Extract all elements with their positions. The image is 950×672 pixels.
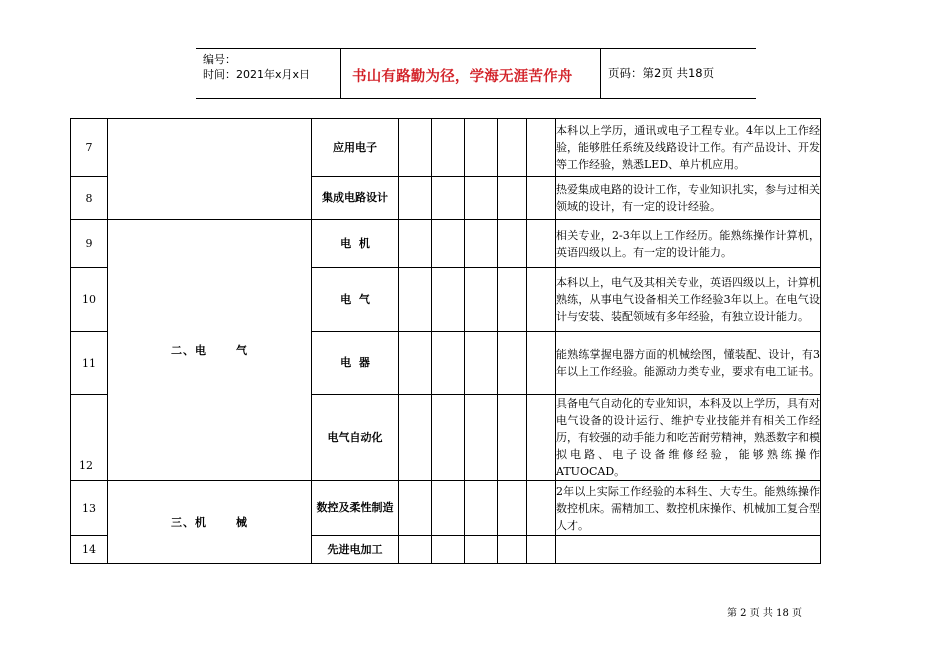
blank-cell: [527, 332, 556, 395]
table-row: [71, 220, 821, 268]
header-page-code: 页码：第2页 共18页: [608, 66, 715, 80]
blank-cell: [399, 395, 432, 481]
requirement-cell: 本科以上学历，通讯或电子工程专业。4年以上工作经验，能够胜任系统及线路设计工作。有产品设计、开发等工作经验，熟悉LED、单片机应用。: [556, 119, 821, 177]
blank-cell: [527, 119, 556, 177]
row-number: 7: [71, 119, 108, 177]
blank-cell: [399, 332, 432, 395]
requirement-cell: 热爱集成电路的设计工作，专业知识扎实，参与过相关领域的设计，有一定的设计经验。: [556, 177, 821, 220]
recruitment-table: [70, 118, 821, 564]
row-number: 10: [71, 268, 108, 332]
time-label: 时间：2021年x月x日: [203, 68, 311, 81]
blank-cell: [432, 536, 465, 564]
blank-cell: [465, 220, 498, 268]
blank-cell: [527, 536, 556, 564]
number-label: 编号：: [203, 53, 236, 66]
requirement-cell: 能熟练掌握电器方面的机械绘图，懂装配、设计，有3年以上工作经验。能源动力类专业，要求有电工证书。: [556, 332, 821, 395]
specialty-cell: 先进电加工: [312, 536, 399, 564]
blank-cell: [465, 268, 498, 332]
requirement-cell: 本科以上，电气及其相关专业，英语四级以上，计算机熟练，从事电气设备相关工作经验3年以上。在电气设计与安装、装配领域有多年经验，有独立设计能力。: [556, 268, 821, 332]
blank-cell: [527, 177, 556, 220]
blank-cell: [527, 481, 556, 536]
blank-cell: [432, 220, 465, 268]
blank-cell: [498, 268, 527, 332]
blank-cell: [465, 332, 498, 395]
blank-cell: [465, 536, 498, 564]
blank-cell: [399, 177, 432, 220]
blank-cell: [399, 268, 432, 332]
blank-cell: [399, 481, 432, 536]
blank-cell: [527, 395, 556, 481]
page-footer: 第 2 页 共 18 页: [727, 608, 802, 619]
table-row: [71, 119, 821, 177]
requirement-cell: 具备电气自动化的专业知识，本科及以上学历，具有对电气设备的设计运行、维护专业技能并有相关工作经历，有较强的动手能力和吃苦耐劳精神，熟悉数字和模拟电路、电子设备维修经验，能够熟练操作ATUOCAD。: [556, 395, 821, 481]
specialty-cell: 电气自动化: [312, 395, 399, 481]
requirement-cell: 2年以上实际工作经验的本科生、大专生。能熟练操作数控机床。需精加工、数控机床操作、机械加工复合型人才。: [556, 481, 821, 536]
specialty-label: 电 机: [340, 236, 370, 250]
blank-cell: [498, 481, 527, 536]
blank-cell: [399, 220, 432, 268]
requirement-cell: 相关专业，2-3年以上工作经历。能熟练操作计算机，英语四级以上。有一定的设计能力。: [556, 220, 821, 268]
specialty-label: 电 气: [340, 292, 370, 306]
row-number: 12: [71, 395, 108, 481]
category-electrical: [108, 220, 312, 481]
blank-cell: [399, 536, 432, 564]
blank-cell: [465, 119, 498, 177]
specialty-cell: 应用电子: [312, 119, 399, 177]
blank-cell: [432, 395, 465, 481]
blank-cell: [465, 395, 498, 481]
requirement-cell: [556, 536, 821, 564]
category-mechanical: [108, 481, 312, 564]
blank-cell: [498, 177, 527, 220]
specialty-cell: [312, 332, 399, 395]
blank-cell: [498, 220, 527, 268]
row-number: 8: [71, 177, 108, 220]
row-number: 14: [71, 536, 108, 564]
blank-cell: [432, 481, 465, 536]
category-label: 三、机 械: [171, 516, 248, 529]
blank-cell: [527, 220, 556, 268]
category-cell-empty: [108, 119, 312, 220]
category-label: 二、电 气: [171, 344, 248, 357]
specialty-cell: 数控及柔性制造: [312, 481, 399, 536]
blank-cell: [498, 395, 527, 481]
specialty-cell: [312, 268, 399, 332]
blank-cell: [432, 268, 465, 332]
specialty-label: 电 器: [340, 356, 370, 369]
blank-cell: [498, 332, 527, 395]
blank-cell: [432, 177, 465, 220]
specialty-cell: 集成电路设计: [312, 177, 399, 220]
row-number: 11: [71, 332, 108, 395]
blank-cell: [498, 119, 527, 177]
blank-cell: [432, 332, 465, 395]
row-number: 13: [71, 481, 108, 536]
blank-cell: [399, 119, 432, 177]
blank-cell: [465, 481, 498, 536]
blank-cell: [432, 119, 465, 177]
blank-cell: [527, 268, 556, 332]
row-number: 9: [71, 220, 108, 268]
header-motto: 书山有路勤为径，学海无涯苦作舟: [352, 68, 573, 85]
header-divider: [340, 49, 341, 98]
header-left-block: [203, 52, 310, 82]
specialty-cell: [312, 220, 399, 268]
page-header: [196, 48, 756, 99]
table-row: [71, 481, 821, 536]
blank-cell: [498, 536, 527, 564]
header-divider: [600, 49, 601, 98]
blank-cell: [465, 177, 498, 220]
